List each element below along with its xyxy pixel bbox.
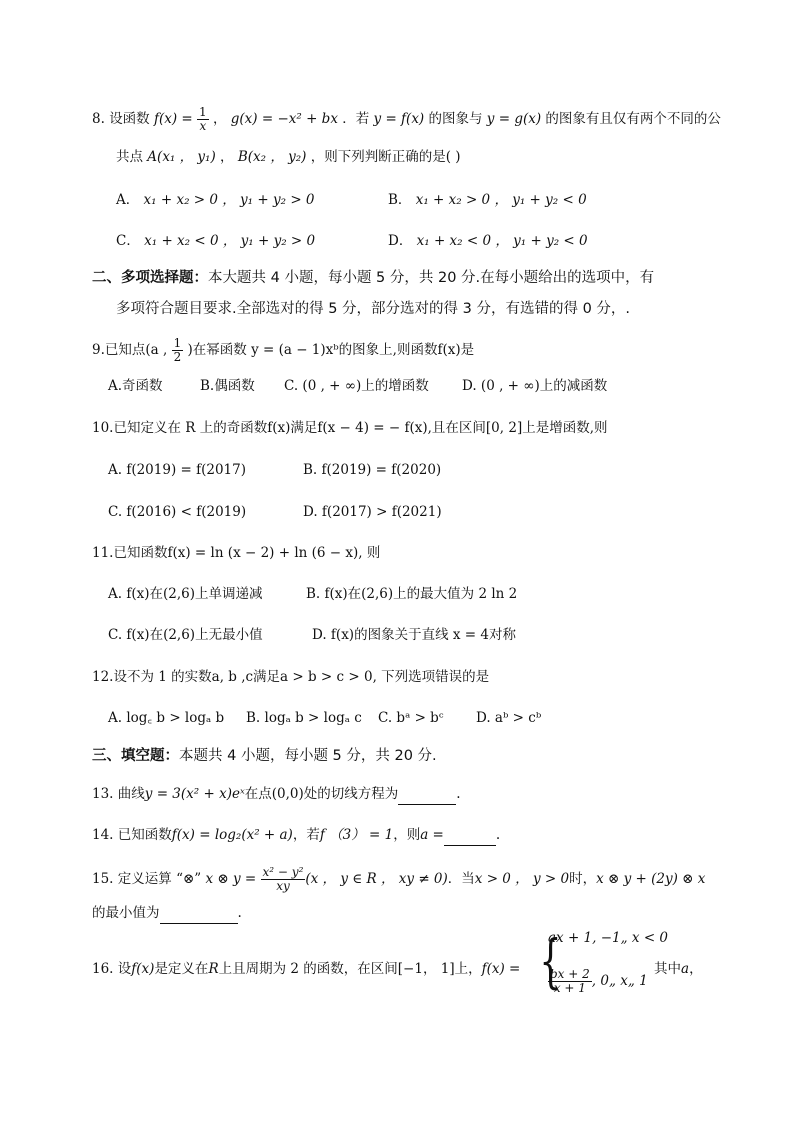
- q14-text: 已知函数: [117, 827, 172, 843]
- q12-option-a[interactable]: [108, 708, 224, 728]
- q16-fx: f(x): [131, 961, 155, 977]
- q9-fraction-numerator: 1: [173, 336, 182, 350]
- q12-option-d[interactable]: [476, 708, 541, 728]
- q8-text: 的图象有且仅有两个不同的公: [545, 111, 721, 127]
- q8-point-a: A(x₁ ， y₁): [147, 149, 216, 165]
- q9-fraction-denominator: 2: [173, 350, 182, 364]
- q11-option-d[interactable]: [312, 625, 516, 645]
- q9-stem: [92, 337, 474, 364]
- option-text: B. logₐ b > logₐ c: [246, 710, 362, 726]
- q14-condition: f （3） = 1: [319, 827, 394, 843]
- q12-text: 12.设不为 1 的实数a, b ,c满足a > b > c > 0, 下列选项错误的是: [92, 669, 490, 685]
- option-text: A. f(x)在(2,6)上单调递减: [108, 586, 263, 602]
- q8-point-b: B(x₂ ， y₂): [237, 149, 307, 165]
- q8-text: 设函数: [109, 111, 150, 127]
- q8-text: ．若: [342, 111, 370, 127]
- q8-text: ，则下列判断正确的是( ): [310, 149, 461, 165]
- q16-case2-denominator: x + 1: [553, 981, 586, 995]
- option-text: A. f(2019) = f(2017): [108, 462, 246, 478]
- q8-fraction-denominator: x: [199, 119, 207, 133]
- q9-option-b[interactable]: [200, 376, 255, 396]
- q8-fraction: [197, 106, 209, 133]
- option-text: A.奇函数: [108, 378, 163, 394]
- option-label: B．: [388, 192, 412, 208]
- q8-stem-line2: [116, 147, 461, 167]
- answer-blank[interactable]: [160, 903, 238, 924]
- section2-line2: [116, 299, 630, 319]
- option-text: x₁ + x₂ < 0 ， y₁ + y₂ > 0: [144, 233, 316, 249]
- answer-blank[interactable]: [444, 825, 496, 846]
- q14-text: .: [495, 827, 501, 843]
- q8-fraction-numerator: 1: [199, 105, 207, 119]
- q14-text: ，则: [393, 827, 421, 843]
- q16-piecewise-brace: {: [539, 927, 562, 995]
- q16-number: 16.: [92, 961, 114, 977]
- q15-text: 时，: [569, 871, 597, 887]
- q15-text: .: [237, 905, 242, 921]
- q15-operation-lhs: x ⊗ y =: [205, 871, 257, 887]
- q16-R: R: [208, 961, 219, 977]
- section2-instructions: 本大题共 4 小题，每小题 5 分，共 20 分.在每小题给出的选项中，有: [208, 270, 655, 286]
- q10-stem: [92, 418, 608, 438]
- q16-a: a: [681, 961, 690, 977]
- q11-text: 11.已知函数f(x) = ln (x − 2) + ln (6 − x), 则: [92, 545, 381, 561]
- q13-text: 处的切线方程为: [303, 786, 399, 802]
- option-text: D. aᵇ > cᵇ: [476, 710, 542, 726]
- option-label: C．: [116, 233, 140, 249]
- q10-text: 10.已知定义在 R 上的奇函数f(x)满足f(x − 4) = − f(x),且在区间[0, 2]上是增函数,则: [92, 420, 608, 436]
- q15-text: 的最小值为: [92, 905, 160, 921]
- q15-expression: x ⊗ y + (2y) ⊗ x: [596, 871, 706, 887]
- q16-text: 是定义在: [154, 961, 209, 977]
- option-text: D. f(2017) > f(2021): [303, 504, 442, 520]
- q11-option-b[interactable]: [306, 584, 517, 604]
- q16-f-equals: f(x) =: [481, 961, 521, 977]
- q13-stem: [92, 784, 461, 805]
- q8-text: 的图象与: [428, 111, 483, 127]
- q8-text: 共点: [116, 149, 143, 165]
- q8-option-b[interactable]: [388, 190, 587, 210]
- q13-text: 在点: [244, 786, 272, 802]
- q9-option-c[interactable]: [284, 376, 429, 396]
- q16-case2-fraction: [548, 968, 592, 995]
- q14-a-equals: a =: [420, 827, 444, 843]
- q16-text: 设: [117, 961, 132, 977]
- q10-option-d[interactable]: [303, 502, 442, 522]
- q14-stem: [92, 825, 500, 846]
- q8-option-c[interactable]: [116, 231, 315, 251]
- q8-stem-line1: [92, 106, 721, 133]
- section3-heading: [92, 746, 437, 766]
- q15-number: 15.: [92, 871, 114, 887]
- section2-line1: [92, 268, 654, 288]
- q13-curve-expression: y = 3(x² + x)eˣ: [144, 786, 245, 802]
- q10-option-c[interactable]: [108, 502, 246, 522]
- q8-y-f: y = f(x): [373, 111, 425, 127]
- q12-option-b[interactable]: [246, 708, 362, 728]
- option-text: C. f(x)在(2,6)上无最小值: [108, 627, 263, 643]
- option-text: x₁ + x₂ > 0 ， y₁ + y₂ > 0: [143, 192, 315, 208]
- option-text: B. f(2019) = f(2020): [303, 462, 442, 478]
- option-text: C. f(2016) < f(2019): [108, 504, 247, 520]
- q8-option-d[interactable]: [388, 231, 588, 251]
- q15-condition: (x ， y ∈ R ， xy ≠ 0): [305, 871, 448, 887]
- q15-stem-line2: [92, 903, 242, 924]
- section2-title: 二、多项选择题：: [92, 270, 208, 286]
- q16-case1: [548, 928, 668, 948]
- q8-y-g: y = g(x): [486, 111, 542, 127]
- q8-f-definition: f(x) =: [153, 111, 193, 127]
- q10-option-a[interactable]: [108, 460, 246, 480]
- q13-text: 曲线: [117, 786, 145, 802]
- q9-text: 9.已知点(a ,: [92, 342, 168, 358]
- q16-case1-text: ax + 1, −1„ x < 0: [548, 930, 669, 946]
- q12-stem: [92, 667, 489, 687]
- q15-text: ．当: [447, 871, 475, 887]
- option-text: C. (0 , + ∞)上的增函数: [284, 378, 429, 394]
- option-text: x₁ + x₂ < 0 ， y₁ + y₂ < 0: [416, 233, 588, 249]
- q11-stem: [92, 543, 380, 563]
- q8-text: ，: [212, 111, 227, 127]
- q9-option-a[interactable]: [108, 376, 163, 396]
- q15-text: 定义运算 “⊗”: [117, 871, 202, 887]
- option-text: D. (0 , + ∞)上的减函数: [462, 378, 608, 394]
- q16-text: 上，: [454, 961, 482, 977]
- q13-point: (0,0): [271, 786, 304, 802]
- section3-title: 三、填空题：: [92, 748, 179, 764]
- q16-interval: [−1， 1]: [397, 961, 455, 977]
- q8-g-definition: g(x) = −x² + bx: [230, 111, 338, 127]
- q16-stem: [92, 959, 520, 979]
- option-text: B. f(x)在(2,6)上的最大值为 2 ln 2: [306, 586, 518, 602]
- q15-positivity: x > 0 ， y > 0: [474, 871, 570, 887]
- q8-text: ，: [220, 149, 234, 165]
- q9-fraction: [172, 337, 184, 364]
- option-text: B.偶函数: [200, 378, 255, 394]
- q13-number: 13.: [92, 786, 114, 802]
- option-text: x₁ + x₂ > 0 ， y₁ + y₂ < 0: [415, 192, 587, 208]
- q16-text: 其中: [654, 961, 681, 977]
- q12-option-c[interactable]: [378, 708, 444, 728]
- q14-number: 14.: [92, 827, 114, 843]
- q14-text: ，若: [292, 827, 320, 843]
- q15-fraction-denominator: xy: [276, 879, 290, 893]
- q16-text: ，: [689, 961, 703, 977]
- q15-fraction: [261, 866, 306, 893]
- q16-text: 上且周期为 2 的函数，在区间: [218, 961, 398, 977]
- q11-option-a[interactable]: [108, 584, 262, 604]
- q16-case2-condition: , 0„ x„ 1: [591, 973, 648, 989]
- q16-tail: [654, 959, 703, 979]
- q8-number: 8.: [92, 111, 105, 127]
- q14-function-expression: f(x) = log₂(x² + a): [171, 827, 293, 843]
- option-text: C. bᵃ > bᶜ: [378, 710, 444, 726]
- option-text: A. log꜀ b > logₐ b: [108, 710, 225, 726]
- q13-text: .: [456, 786, 461, 802]
- section3-instructions: 本题共 4 小题，每小题 5 分，共 20 分.: [179, 748, 437, 764]
- answer-blank[interactable]: [398, 784, 456, 805]
- q15-fraction-numerator: x² − y²: [262, 865, 304, 879]
- option-label: A．: [116, 192, 140, 208]
- option-label: D．: [388, 233, 413, 249]
- q9-option-d[interactable]: [462, 376, 607, 396]
- q16-case2-numerator: bx + 2: [550, 967, 590, 981]
- q16-case2: [548, 968, 648, 995]
- q9-text: )在幂函数 y = (a − 1)xᵇ的图象上,则函数f(x)是: [187, 342, 475, 358]
- option-text: D. f(x)的图象关于直线 x = 4对称: [312, 627, 516, 643]
- q10-option-b[interactable]: [303, 460, 441, 480]
- q11-option-c[interactable]: [108, 625, 263, 645]
- q8-option-a[interactable]: [116, 190, 315, 210]
- section2-instructions-cont: 多项符合题目要求.全部选对的得 5 分，部分选对的得 3 分，有选错的得 0 分，.: [116, 301, 631, 317]
- q15-stem-line1: [92, 866, 705, 893]
